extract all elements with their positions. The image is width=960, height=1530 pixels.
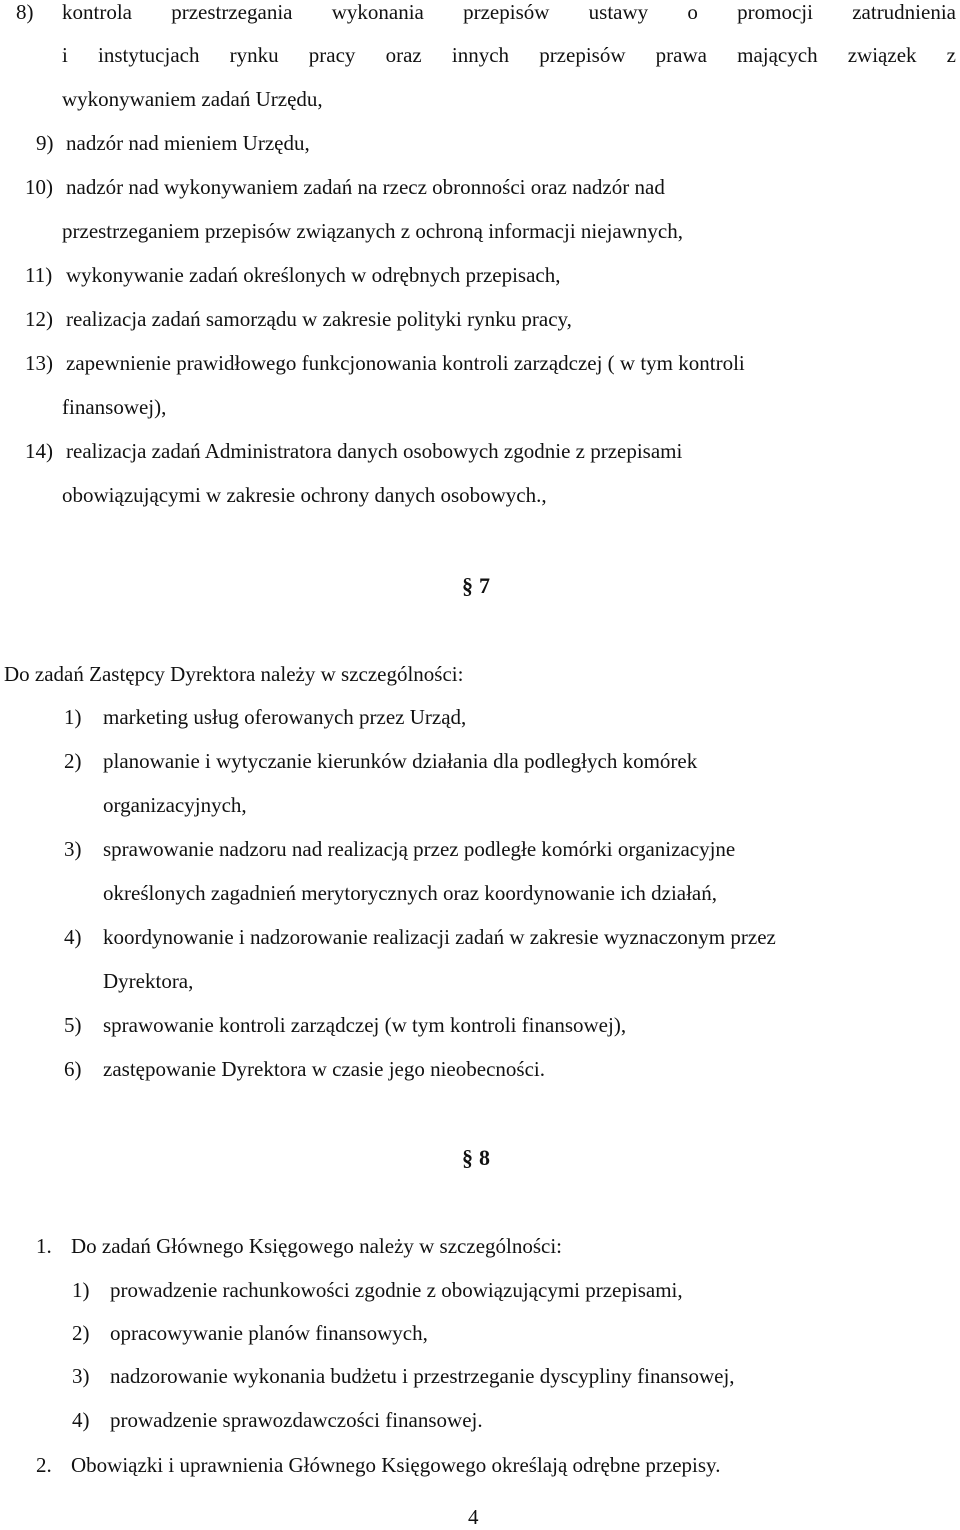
paragraph-intro: Do zadań Zastępcy Dyrektora należy w szczególności: bbox=[4, 662, 464, 686]
section-symbol: § bbox=[462, 1145, 473, 1170]
item-text: nadzór nad mieniem Urzędu, bbox=[66, 131, 310, 155]
item-text-continuation: finansowej), bbox=[62, 395, 167, 419]
item-text: realizacja zadań samorządu w zakresie polityki rynku pracy, bbox=[66, 307, 572, 331]
item-text-continuation: i instytucjach rynku pracy oraz innych przepisów prawa mających związek z bbox=[62, 43, 956, 67]
item-number: 12) bbox=[25, 307, 53, 331]
item-text: planowanie i wytyczanie kierunków działania dla podległych komórek bbox=[103, 749, 698, 773]
item-text: prowadzenie sprawozdawczości finansowej. bbox=[110, 1408, 483, 1432]
item-text: nadzorowanie wykonania budżetu i przestrzeganie dyscypliny finansowej, bbox=[110, 1364, 735, 1388]
list-item bbox=[16, 0, 956, 26]
item-text: opracowywanie planów finansowych, bbox=[110, 1321, 428, 1345]
page-number: 4 bbox=[468, 1505, 479, 1529]
item-number: 2) bbox=[64, 749, 82, 773]
paragraph-number: 1. bbox=[36, 1234, 52, 1258]
item-number: 1) bbox=[72, 1278, 90, 1302]
item-text: koordynowanie i nadzorowanie realizacji zadań w zakresie wyznaczonym przez bbox=[103, 925, 776, 949]
item-text: zastępowanie Dyrektora w czasie jego nieobecności. bbox=[103, 1057, 545, 1081]
item-number: 3) bbox=[64, 837, 82, 861]
section-heading-7 bbox=[462, 570, 490, 602]
section-number: 7 bbox=[479, 573, 490, 598]
item-text: nadzór nad wykonywaniem zadań na rzecz obronności oraz nadzór nad bbox=[66, 175, 665, 199]
item-text-continuation: przestrzeganiem przepisów związanych z ochroną informacji niejawnych, bbox=[62, 219, 683, 243]
item-text: realizacja zadań Administratora danych osobowych zgodnie z przepisami bbox=[66, 439, 683, 463]
section-number: 8 bbox=[479, 1145, 490, 1170]
item-number: 14) bbox=[25, 439, 53, 463]
item-number: 10) bbox=[25, 175, 53, 199]
item-text-continuation: Dyrektora, bbox=[103, 969, 194, 993]
item-number: 5) bbox=[64, 1013, 82, 1037]
item-text-continuation: wykonywaniem zadań Urzędu, bbox=[62, 87, 323, 111]
item-number: 8) bbox=[16, 0, 34, 24]
item-text: prowadzenie rachunkowości zgodnie z obowiązującymi przepisami, bbox=[110, 1278, 683, 1302]
item-text: sprawowanie kontroli zarządczej (w tym kontroli finansowej), bbox=[103, 1013, 627, 1037]
section-heading-8 bbox=[462, 1142, 490, 1174]
paragraph-text: Do zadań Głównego Księgowego należy w szczególności: bbox=[71, 1234, 563, 1258]
item-number: 6) bbox=[64, 1057, 82, 1081]
item-number: 9) bbox=[36, 131, 54, 155]
item-number: 4) bbox=[64, 925, 82, 949]
paragraph-number: 2. bbox=[36, 1453, 52, 1477]
item-number: 4) bbox=[72, 1408, 90, 1432]
item-number: 1) bbox=[64, 705, 82, 729]
item-text: sprawowanie nadzoru nad realizacją przez podległe komórki organizacyjne bbox=[103, 837, 736, 861]
item-number: 2) bbox=[72, 1321, 90, 1345]
item-text-continuation: określonych zagadnień merytorycznych oraz koordynowanie ich działań, bbox=[103, 881, 718, 905]
item-text-continuation: organizacyjnych, bbox=[103, 793, 247, 817]
item-text-continuation: obowiązującymi w zakresie ochrony danych osobowych., bbox=[62, 483, 547, 507]
item-text: zapewnienie prawidłowego funkcjonowania kontroli zarządczej ( w tym kontroli bbox=[66, 351, 745, 375]
paragraph-text: Obowiązki i uprawnienia Głównego Księgowego określają odrębne przepisy. bbox=[71, 1453, 721, 1477]
item-text: marketing usług oferowanych przez Urząd, bbox=[103, 705, 467, 729]
item-number: 3) bbox=[72, 1364, 90, 1388]
item-number: 13) bbox=[25, 351, 53, 375]
item-text: kontrola przestrzegania wykonania przepisów ustawy o promocji zatrudnienia bbox=[62, 0, 956, 24]
section-symbol: § bbox=[462, 573, 473, 598]
item-text: wykonywanie zadań określonych w odrębnych przepisach, bbox=[66, 263, 561, 287]
item-number: 11) bbox=[25, 263, 53, 287]
